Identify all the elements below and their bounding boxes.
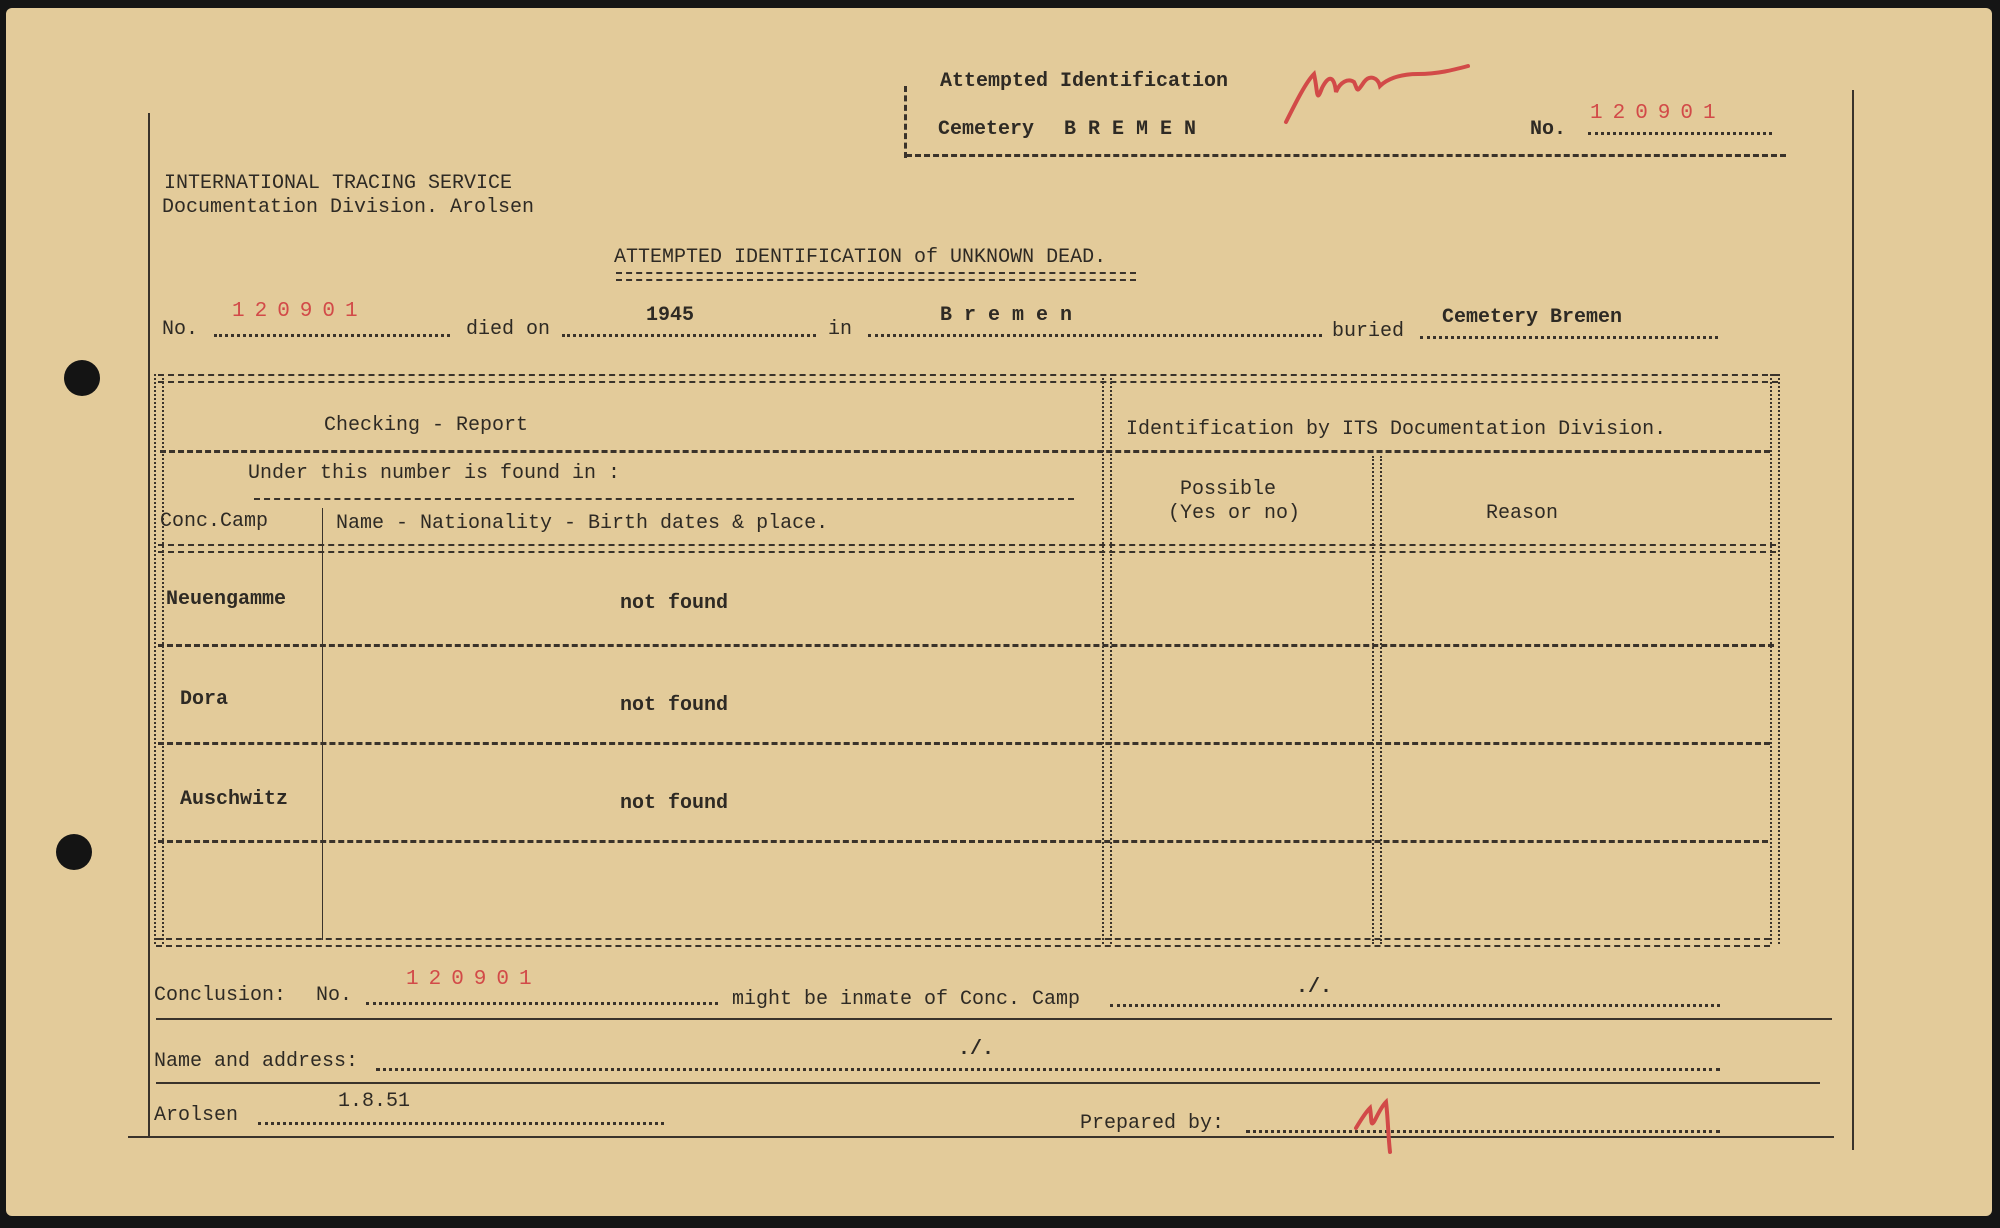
punch-hole-top	[64, 360, 100, 396]
conclusion-label: Conclusion:	[154, 984, 287, 1007]
camp-column-divider	[322, 508, 323, 940]
footer-date-dots	[258, 1122, 664, 1125]
name-address-dots	[376, 1068, 1720, 1071]
column-header-reason: Reason	[1486, 502, 1559, 525]
in-value: B r e m e n	[940, 304, 1073, 327]
died-on-value: 1945	[646, 304, 695, 327]
tracing-card	[6, 8, 1992, 1216]
frame-right-line	[1852, 90, 1854, 1150]
row-separator-1	[158, 644, 1774, 647]
header-box-left-edge	[904, 86, 907, 158]
died-on-dots	[562, 334, 816, 337]
name-address-value: ./.	[958, 1038, 995, 1061]
row-result-neuengamme: not found	[620, 592, 729, 615]
punch-hole-bottom	[56, 834, 92, 870]
header-no-dots	[1588, 132, 1772, 135]
in-dots	[868, 334, 1322, 337]
org-line-2: Documentation Division. Arolsen	[162, 196, 535, 219]
table-reason-divider	[1372, 456, 1382, 944]
column-header-name: Name - Nationality - Birth dates & place.	[336, 512, 829, 535]
record-no-dots	[214, 334, 450, 337]
buried-label: buried	[1332, 320, 1405, 343]
record-no-label: No.	[162, 318, 199, 341]
in-label: in	[828, 318, 853, 341]
name-address-label: Name and address:	[154, 1050, 359, 1073]
conclusion-no-label: No.	[316, 984, 353, 1007]
under-number-underline	[254, 498, 1074, 500]
conclusion-camp-dots	[1110, 1004, 1720, 1007]
conclusion-rule	[156, 1018, 1832, 1020]
table-header-bottom-border	[158, 544, 1776, 553]
column-header-possible-hint: (Yes or no)	[1168, 502, 1301, 525]
row-camp-neuengamme: Neuengamme	[166, 588, 287, 611]
conclusion-no-dots	[366, 1002, 718, 1005]
org-line-1: INTERNATIONAL TRACING SERVICE	[164, 172, 513, 195]
document-title: ATTEMPTED IDENTIFICATION of UNKNOWN DEAD.	[614, 246, 1107, 269]
conclusion-no-value: 120901	[406, 968, 542, 991]
buried-dots	[1420, 336, 1718, 339]
table-left-border	[154, 374, 164, 944]
conclusion-camp-value: ./.	[1296, 976, 1333, 999]
checking-report-header: Checking - Report	[324, 414, 529, 437]
footer-date: 1.8.51	[338, 1090, 411, 1113]
row-result-dora: not found	[620, 694, 729, 717]
title-underline	[616, 272, 1136, 281]
prepared-by-label: Prepared by:	[1080, 1112, 1225, 1135]
table-right-border	[1770, 374, 1780, 944]
checking-report-underline	[160, 450, 1770, 453]
record-no-value: 120901	[232, 300, 368, 323]
header-box-bottom-edge	[906, 154, 1786, 157]
under-number-label: Under this number is found in :	[248, 462, 621, 485]
might-be-inmate-label: might be inmate of Conc. Camp	[732, 988, 1081, 1011]
row-camp-auschwitz: Auschwitz	[180, 788, 289, 811]
table-bottom-border	[156, 938, 1770, 947]
row-result-auschwitz: not found	[620, 792, 729, 815]
attempted-identification-label: Attempted Identification	[940, 70, 1229, 93]
identification-header: Identification by ITS Documentation Division.	[1126, 418, 1667, 441]
table-top-border	[158, 374, 1778, 383]
frame-left-line	[148, 113, 150, 1138]
died-on-label: died on	[466, 318, 551, 341]
cemetery-label: Cemetery	[938, 118, 1035, 141]
name-address-rule	[156, 1082, 1820, 1084]
prepared-by-dots	[1246, 1130, 1720, 1133]
table-mid-divider	[1102, 374, 1112, 944]
handwritten-initial-prepared-by	[1346, 1088, 1406, 1158]
row-separator-3	[158, 840, 1768, 843]
cemetery-name: B R E M E N	[1064, 118, 1197, 141]
handwritten-signature-top	[1278, 52, 1478, 132]
header-no-value: 120901	[1590, 102, 1726, 125]
footer-place: Arolsen	[154, 1104, 239, 1127]
row-separator-2	[158, 742, 1770, 745]
buried-value: Cemetery Bremen	[1442, 306, 1623, 329]
row-camp-dora: Dora	[180, 688, 229, 711]
column-header-possible: Possible	[1180, 478, 1277, 501]
frame-bottom-line	[128, 1136, 1834, 1138]
column-header-camp: Conc.Camp	[160, 510, 269, 533]
header-no-label: No.	[1530, 118, 1567, 141]
